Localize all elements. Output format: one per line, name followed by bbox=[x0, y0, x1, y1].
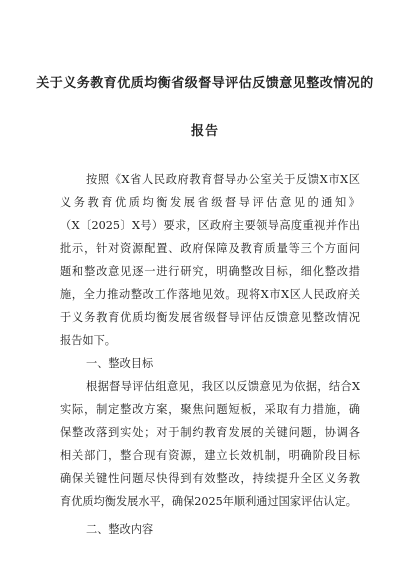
paragraph-line: 批示，针对资源配置、政府保障及教育质量等三个方面问 bbox=[60, 242, 360, 255]
paragraph-line: 于义务教育优质均衡发展省级督导评估反馈意见整改情况 bbox=[60, 311, 360, 324]
paragraph-line: 题和整改意见逐一进行研究，明确整改目标，细化整改措 bbox=[60, 265, 360, 278]
paragraph-line: 实际，制定整改方案，聚焦问题短板，采取有力措施，确 bbox=[60, 403, 360, 416]
document-title: 关于义务教育优质均衡省级督导评估反馈意见整改情况的 bbox=[36, 76, 374, 91]
paragraph-line: 确保关键性问题尽快得到有效整改，持续提升全区义务教 bbox=[60, 472, 360, 485]
document-title-continuation: 报告 bbox=[190, 124, 219, 139]
paragraph-line: 保整改落到实处；对于制约教育发展的关键问题，协调各 bbox=[60, 426, 360, 439]
paragraph-line: 报告如下。 bbox=[60, 334, 116, 347]
paragraph-line: 育优质均衡发展水平，确保2025年顺利通过国家评估认定。 bbox=[60, 495, 357, 508]
paragraph-line: 施，全力推动整改工作落地见效。现将X市X区人民政府关 bbox=[60, 288, 360, 301]
paragraph-line: （X〔2025〕X号）要求，区政府主要领导高度重视并作出 bbox=[60, 219, 360, 232]
section-heading: 一、整改目标 bbox=[86, 357, 154, 370]
section-heading: 二、整改内容 bbox=[86, 523, 154, 536]
paragraph-line: 按照《X省人民政府教育督导办公室关于反馈X市X区 bbox=[86, 173, 360, 186]
paragraph-line: 相关部门，整合现有资源，建立长效机制，明确阶段目标 bbox=[60, 449, 360, 462]
paragraph-line: 义务教育优质均衡发展省级督导评估意见的通知》 bbox=[60, 196, 360, 209]
paragraph-line: 根据督导评估组意见，我区以反馈意见为依据，结合X bbox=[86, 380, 360, 393]
